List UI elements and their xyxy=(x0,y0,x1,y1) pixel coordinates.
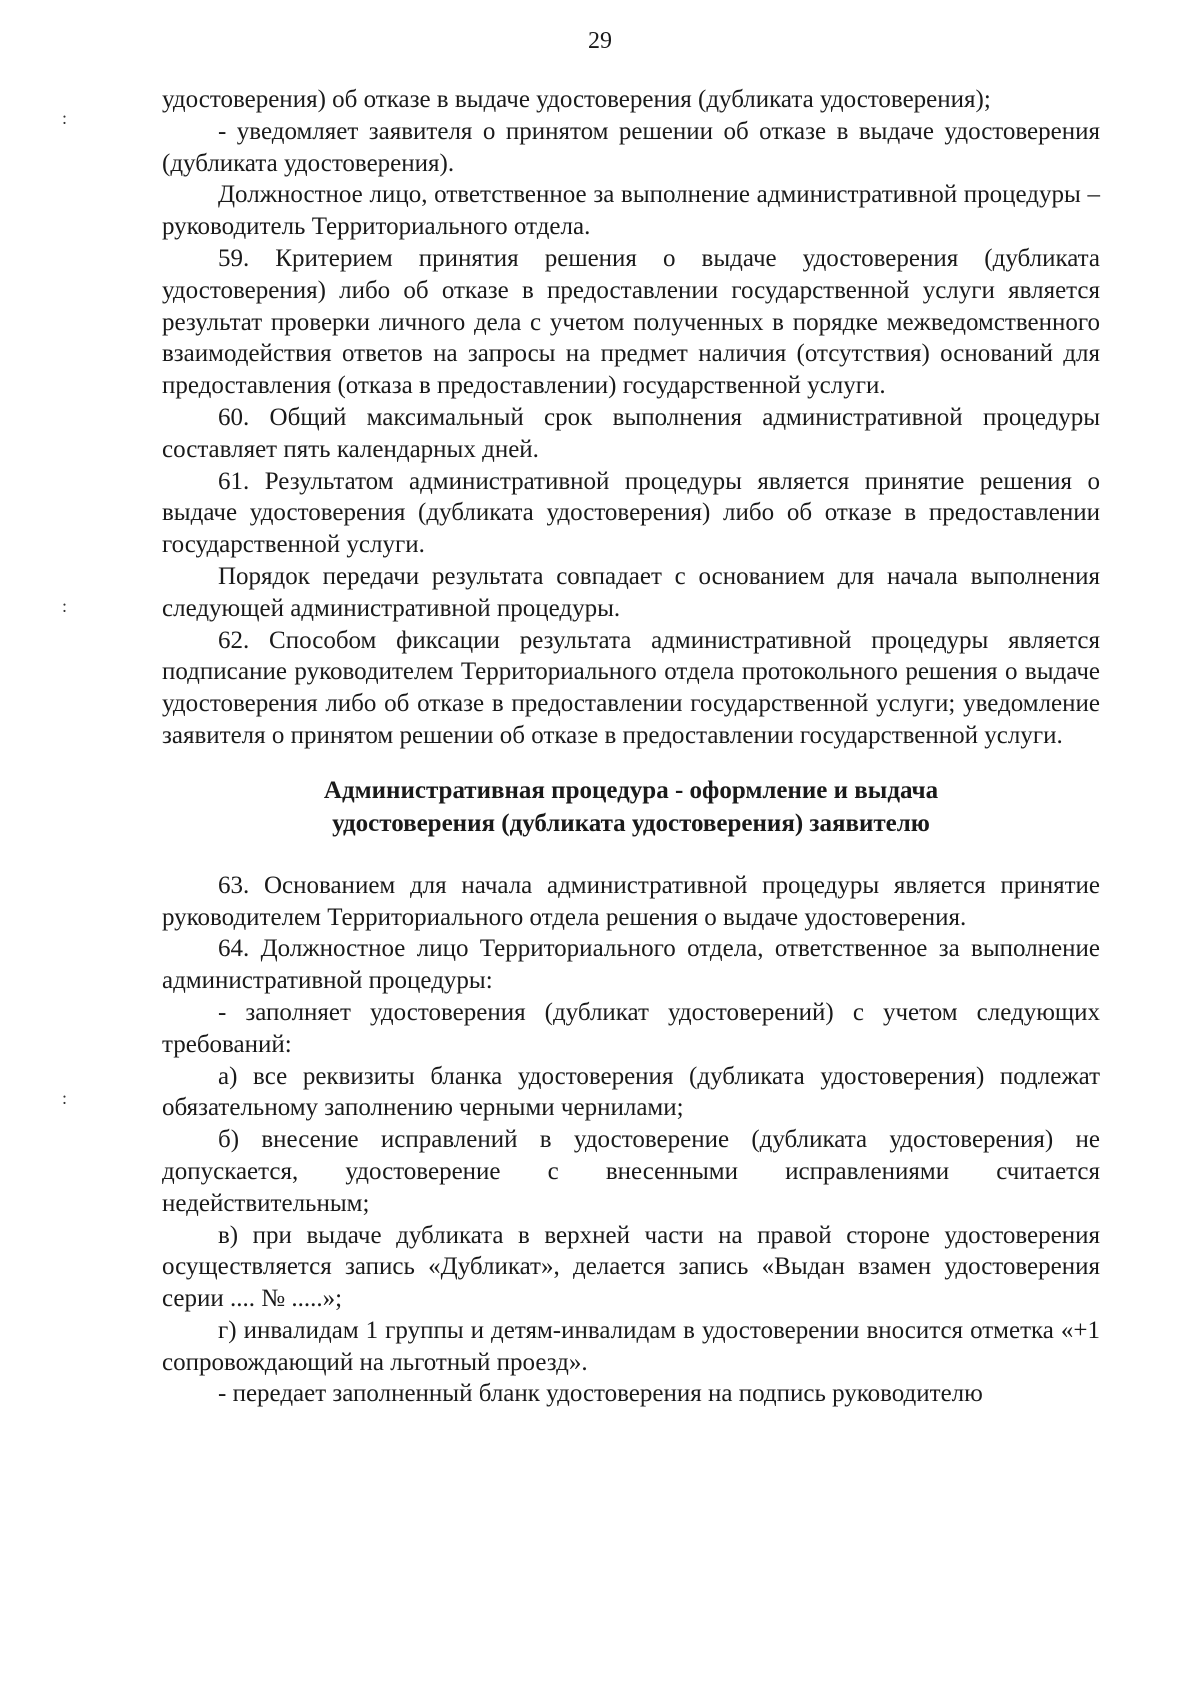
paragraph: - уведомляет заявителя о принятом решении об отказе в выдаче удостоверения (дубликата удостоверения). xyxy=(162,117,1100,177)
paragraph: удостоверения) об отказе в выдаче удостоверения (дубликата удостоверения); xyxy=(162,86,991,113)
paragraph: 59. Критерием принятия решения о выдаче удостоверения (дубликата удостоверения) либо об отказе в предоставлении государственной услуги является результат проверки личного дела с учетом полученных в порядке межведомственного взаимодействия ответов на запросы на предмет наличия (отсутствия) оснований для предоставления (отказа в предоставлении) государственной услуги. xyxy=(162,244,1100,400)
paragraph: 64. Должностное лицо Территориального отдела, ответственное за выполнение административной процедуры: xyxy=(162,935,1100,995)
paragraph: г) инвалидам 1 группы и детям-инвалидам в удостоверении вносится отметка «+1 сопровождающий на льготный проезд». xyxy=(162,1316,1100,1376)
section-heading xyxy=(162,774,1100,840)
section-heading-line: удостоверения (дубликата удостоверения) заявителю xyxy=(332,809,930,837)
paragraph: Должностное лицо, ответственное за выполнение административной процедуры – руководитель Территориального отдела. xyxy=(162,181,1100,241)
scan-mark: : xyxy=(62,108,68,128)
section-heading-line: Административная процедура - оформление и выдача xyxy=(323,776,939,804)
paragraph: 60. Общий максимальный срок выполнения административной процедуры составляет пять календарных дней. xyxy=(162,403,1100,463)
scan-mark: : xyxy=(62,1088,68,1108)
paragraph: - передает заполненный бланк удостоверения на подпись руководителю xyxy=(218,1380,983,1408)
paragraph: 63. Основанием для начала административной процедуры является принятие руководителем Территориального отдела решения о выдаче удостоверения. xyxy=(162,871,1100,931)
page-number: 29 xyxy=(588,28,612,54)
document-body xyxy=(162,84,1100,1410)
paragraph: а) все реквизиты бланка удостоверения (дубликата удостоверения) подлежат обязательному заполнению черными чернилами; xyxy=(162,1062,1100,1122)
paragraph: 62. Способом фиксации результата административной процедуры является подписание руководителем Территориального отдела протокольного решения о выдаче удостоверения либо об отказе в предоставлении государственной услуги; уведомление заявителя о принятом решении об отказе в предоставлении государственной услуги. xyxy=(162,626,1100,749)
scan-mark: : xyxy=(62,596,68,616)
paragraph: - заполняет удостоверения (дубликат удостоверений) с учетом следующих требований: xyxy=(162,998,1100,1058)
paragraph: в) при выдаче дубликата в верхней части на правой стороне удостоверения осуществляется запись «Дубликат», делается запись «Выдан взамен удостоверения серии .... № .....»; xyxy=(162,1221,1100,1313)
paragraph: б) внесение исправлений в удостоверение (дубликата удостоверения) не допускается, удостоверение с внесенными исправлениями считается недействительным; xyxy=(162,1126,1100,1217)
paragraph: 61. Результатом административной процедуры является принятие решения о выдаче удостоверения (дубликата удостоверения) либо об отказе в предоставлении государственной услуги. xyxy=(162,467,1100,559)
paragraph: Порядок передачи результата совпадает с основанием для начала выполнения следующей административной процедуры. xyxy=(162,562,1100,622)
text-block-top xyxy=(162,84,1100,752)
text-block-bottom xyxy=(162,870,1100,1411)
